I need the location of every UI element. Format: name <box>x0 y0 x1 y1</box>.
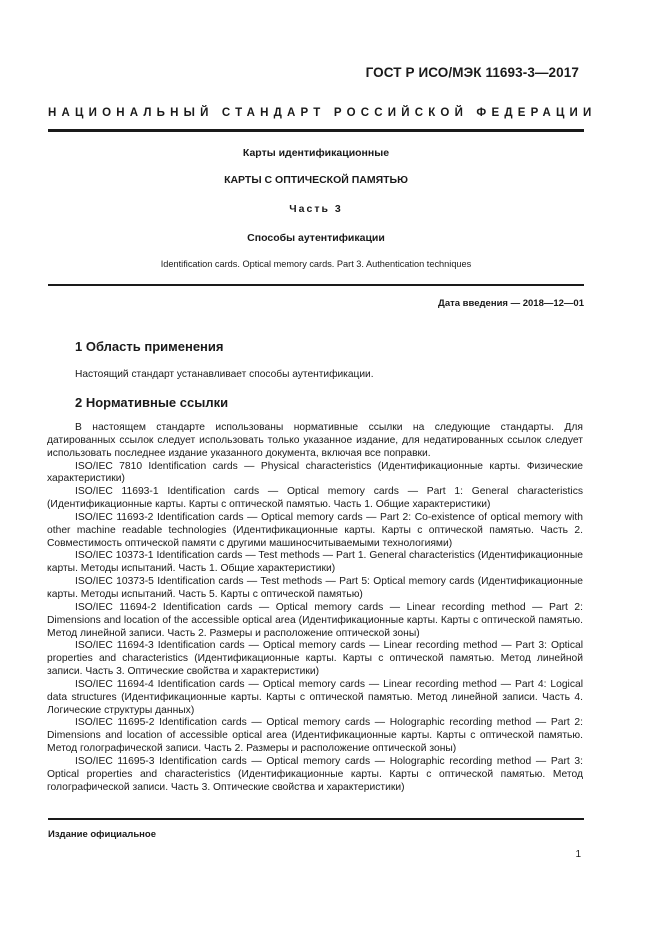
reference-item: ISO/IEC 10373-1 Identification cards — Test methods — Part 1. General characteristics (Идентификационные карты. Методы испытаний. Часть 1. Общие характеристики) <box>47 550 583 575</box>
title-line-1: Карты идентификационные <box>242 147 390 159</box>
section-1-text: Настоящий стандарт устанавливает способы аутентификации. <box>75 369 374 380</box>
introduction-date: Дата введения — 2018—12—01 <box>438 298 584 309</box>
title-subtitle: Способы аутентификации <box>247 232 385 244</box>
section-2-heading: 2 Нормативные ссылки <box>75 395 229 410</box>
reference-item: ISO/IEC 11693-2 Identification cards — Optical memory cards — Part 2: Co-existence of optical memory with other machine readable technologies (Идентификационные карты. Карты с оптической памятью. Часть 2. Совместимость оптической памяти с другими машиносчитываемыми технологиями) <box>47 511 583 549</box>
header-rule <box>48 129 584 132</box>
reference-item: ISO/IEC 11695-2 Identification cards — Optical memory cards — Holographic recording method — Part 2: Dimensions and location of accessible optical area (Идентификационные карты. Карты с оптической памятью. Метод голографической записи. Часть 2. Размеры и расположение оптической зоны) <box>47 717 583 755</box>
title-english: Identification cards. Optical memory cards. Part 3. Authentication techniques <box>160 259 472 269</box>
reference-item: ISO/IEC 11694-4 Identification cards — Optical memory cards — Linear recording method — Part 4: Logical data structures (Идентификационные карты. Карты с оптической памятью. Метод линейной записи. Часть 4. Логические структуры данных) <box>47 678 583 716</box>
page-number: 1 <box>575 849 581 860</box>
official-edition-label: Издание официальное <box>48 829 156 840</box>
title-line-2: КАРТЫ С ОПТИЧЕСКОЙ ПАМЯТЬЮ <box>224 174 408 186</box>
title-rule <box>48 284 584 286</box>
reference-item: ISO/IEC 11695-3 Identification cards — Optical memory cards — Holographic recording method — Part 3: Optical properties and characteristics (Идентификационные карты. Карты с оптической памятью. Метод голографической записи. Часть 3. Оптические свойства и характеристики) <box>47 755 583 793</box>
reference-item: ISO/IEC 11694-3 Identification cards — Optical memory cards — Linear recording method — Part 3: Optical properties and characteristics (Идентификационные карты. Карты с оптической памятью. Метод линейной записи. Часть 3. Оптические свойства и характеристики) <box>47 640 583 678</box>
references-intro: В настоящем стандарте использованы нормативные ссылки на следующие стандарты. Для датированных ссылок следует использовать только указанное издание, для недатированных ссылок следует использовать последнее издание указанного документа, включая все поправки. <box>47 422 583 459</box>
reference-item: ISO/IEC 7810 Identification cards — Physical characteristics (Идентификационные карты. Физические характеристики) <box>47 460 583 485</box>
title-part: Часть 3 <box>289 203 343 215</box>
section-1-heading: 1 Область применения <box>75 339 224 354</box>
reference-item: ISO/IEC 11693-1 Identification cards — Optical memory cards — Part 1: General characteristics (Идентификационные карты. Карты с оптической памятью. Часть 1. Общие характеристики) <box>47 486 583 511</box>
reference-item: ISO/IEC 10373-5 Identification cards — Test methods — Part 5: Optical memory cards (Идентификационные карты. Методы испытаний. Часть 5. Карты с оптической памятью) <box>47 576 583 600</box>
normative-references <box>47 422 583 794</box>
national-standard-banner: НАЦИОНАЛЬНЫЙ СТАНДАРТ РОССИЙСКОЙ ФЕДЕРАЦИИ <box>48 107 597 119</box>
reference-item: ISO/IEC 11694-2 Identification cards — Optical memory cards — Linear recording method — Part 2: Dimensions and location of the accessible optical area (Идентификационные карты. Карты с оптической памятью. Метод линейной записи. Часть 2. Размеры и расположение оптической зоны) <box>47 601 583 639</box>
footer-rule <box>48 818 584 820</box>
document-designation: ГОСТ Р ИСО/МЭК 11693-3—2017 <box>365 65 579 80</box>
